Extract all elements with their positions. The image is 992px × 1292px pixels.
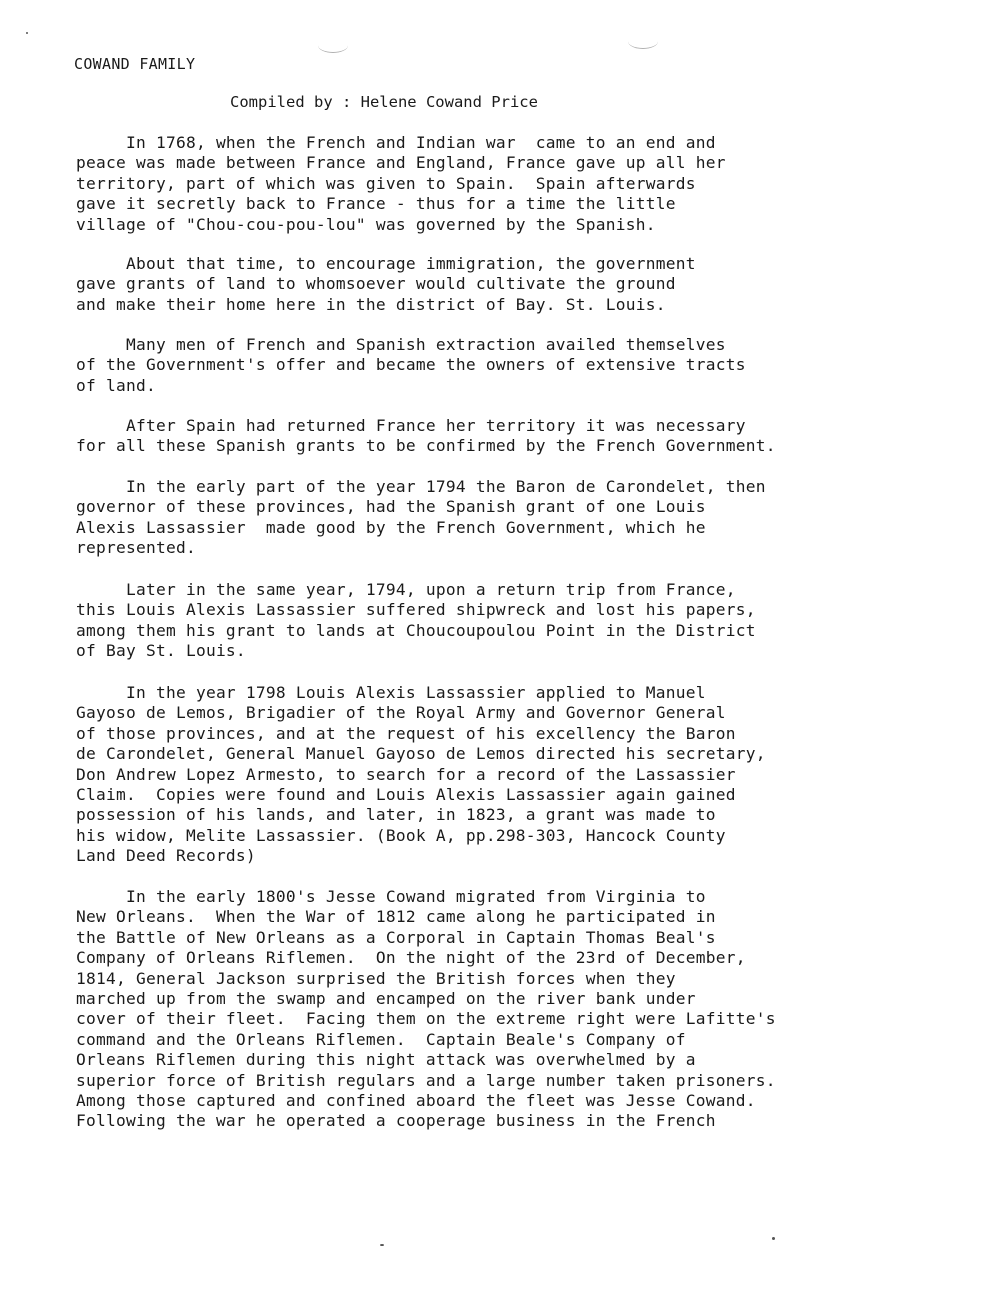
text-line: marched up from the swamp and encamped on the river bank under bbox=[76, 989, 696, 1009]
text-line: of Bay St. Louis. bbox=[76, 641, 246, 661]
text-line: the Battle of New Orleans as a Corporal in Captain Thomas Beal's bbox=[76, 927, 716, 947]
document-byline: Compiled by : Helene Cowand Price bbox=[230, 93, 538, 111]
scan-mark bbox=[318, 38, 348, 53]
text-line: In the year 1798 Louis Alexis Lassassier applied to Manuel bbox=[76, 683, 706, 702]
scan-mark bbox=[628, 34, 658, 49]
text-line: Orleans Riflemen during this night attack was overwhelmed by a bbox=[76, 1050, 696, 1070]
text-line: possession of his lands, and later, in 1823, a grant was made to bbox=[76, 805, 716, 825]
paragraph-4 bbox=[76, 416, 936, 457]
text-line: governor of these provinces, had the Spanish grant of one Louis bbox=[76, 497, 706, 517]
paragraph-2 bbox=[76, 254, 936, 315]
text-line: New Orleans. When the War of 1812 came along he participated in bbox=[76, 907, 716, 927]
text-line: gave grants of land to whomsoever would cultivate the ground bbox=[76, 274, 676, 294]
paragraph-8 bbox=[76, 887, 936, 1132]
paragraph-5 bbox=[76, 477, 936, 559]
text-line: among them his grant to lands at Choucoupoulou Point in the District bbox=[76, 620, 756, 640]
text-line: Alexis Lassassier made good by the French Government, which he bbox=[76, 517, 706, 537]
text-line: Following the war he operated a cooperage business in the French bbox=[76, 1111, 716, 1131]
text-line: In the early 1800's Jesse Cowand migrated from Virginia to bbox=[76, 887, 706, 906]
text-line: for all these Spanish grants to be confirmed by the French Government. bbox=[76, 436, 776, 456]
text-line: Later in the same year, 1794, upon a return trip from France, bbox=[76, 580, 736, 599]
text-line: this Louis Alexis Lassassier suffered shipwreck and lost his papers, bbox=[76, 600, 756, 620]
text-line: 1814, General Jackson surprised the British forces when they bbox=[76, 968, 676, 988]
text-line: of land. bbox=[76, 375, 156, 395]
text-line: de Carondelet, General Manuel Gayoso de Lemos directed his secretary, bbox=[76, 744, 766, 764]
text-line: his widow, Melite Lassassier. (Book A, pp.298-303, Hancock County bbox=[76, 825, 726, 845]
text-line: superior force of British regulars and a large number taken prisoners. bbox=[76, 1070, 776, 1090]
text-line: After Spain had returned France her territory it was necessary bbox=[76, 416, 746, 435]
text-line: cover of their fleet. Facing them on the extreme right were Lafitte's bbox=[76, 1009, 776, 1029]
text-line: In the early part of the year 1794 the Baron de Carondelet, then bbox=[76, 477, 766, 496]
text-line: Among those captured and confined aboard the fleet was Jesse Cowand. bbox=[76, 1091, 756, 1111]
text-line: represented. bbox=[76, 538, 196, 558]
text-line: In 1768, when the French and Indian war came to an end and bbox=[76, 133, 716, 152]
text-line: gave it secretly back to France - thus for a time the little bbox=[76, 194, 676, 214]
text-line: peace was made between France and England, France gave up all her bbox=[76, 153, 726, 173]
text-line: territory, part of which was given to Spain. Spain afterwards bbox=[76, 173, 696, 193]
paragraph-7 bbox=[76, 683, 936, 867]
text-line: Gayoso de Lemos, Brigadier of the Royal Army and Governor General bbox=[76, 703, 726, 723]
text-line: and make their home here in the district of Bay. St. Louis. bbox=[76, 294, 666, 314]
scan-speck bbox=[26, 32, 28, 34]
text-line: Don Andrew Lopez Armesto, to search for a record of the Lassassier bbox=[76, 764, 736, 784]
text-line: Claim. Copies were found and Louis Alexis Lassassier again gained bbox=[76, 785, 736, 805]
scan-speck bbox=[380, 1244, 384, 1246]
paragraph-6 bbox=[76, 580, 936, 662]
text-line: of those provinces, and at the request of his excellency the Baron bbox=[76, 723, 736, 743]
text-line: Land Deed Records) bbox=[76, 846, 256, 866]
text-line: command and the Orleans Riflemen. Captain Beale's Company of bbox=[76, 1029, 686, 1049]
text-line: of the Government's offer and became the owners of extensive tracts bbox=[76, 355, 746, 375]
text-line: village of "Chou-cou-pou-lou" was governed by the Spanish. bbox=[76, 214, 656, 234]
document-heading: COWAND FAMILY bbox=[74, 55, 196, 73]
text-line: Many men of French and Spanish extraction availed themselves bbox=[76, 335, 726, 354]
paragraph-1 bbox=[76, 133, 936, 235]
text-line: About that time, to encourage immigration, the government bbox=[76, 254, 696, 273]
text-line: Company of Orleans Riflemen. On the night of the 23rd of December, bbox=[76, 948, 746, 968]
paragraph-3 bbox=[76, 335, 936, 396]
scan-speck bbox=[772, 1237, 775, 1240]
